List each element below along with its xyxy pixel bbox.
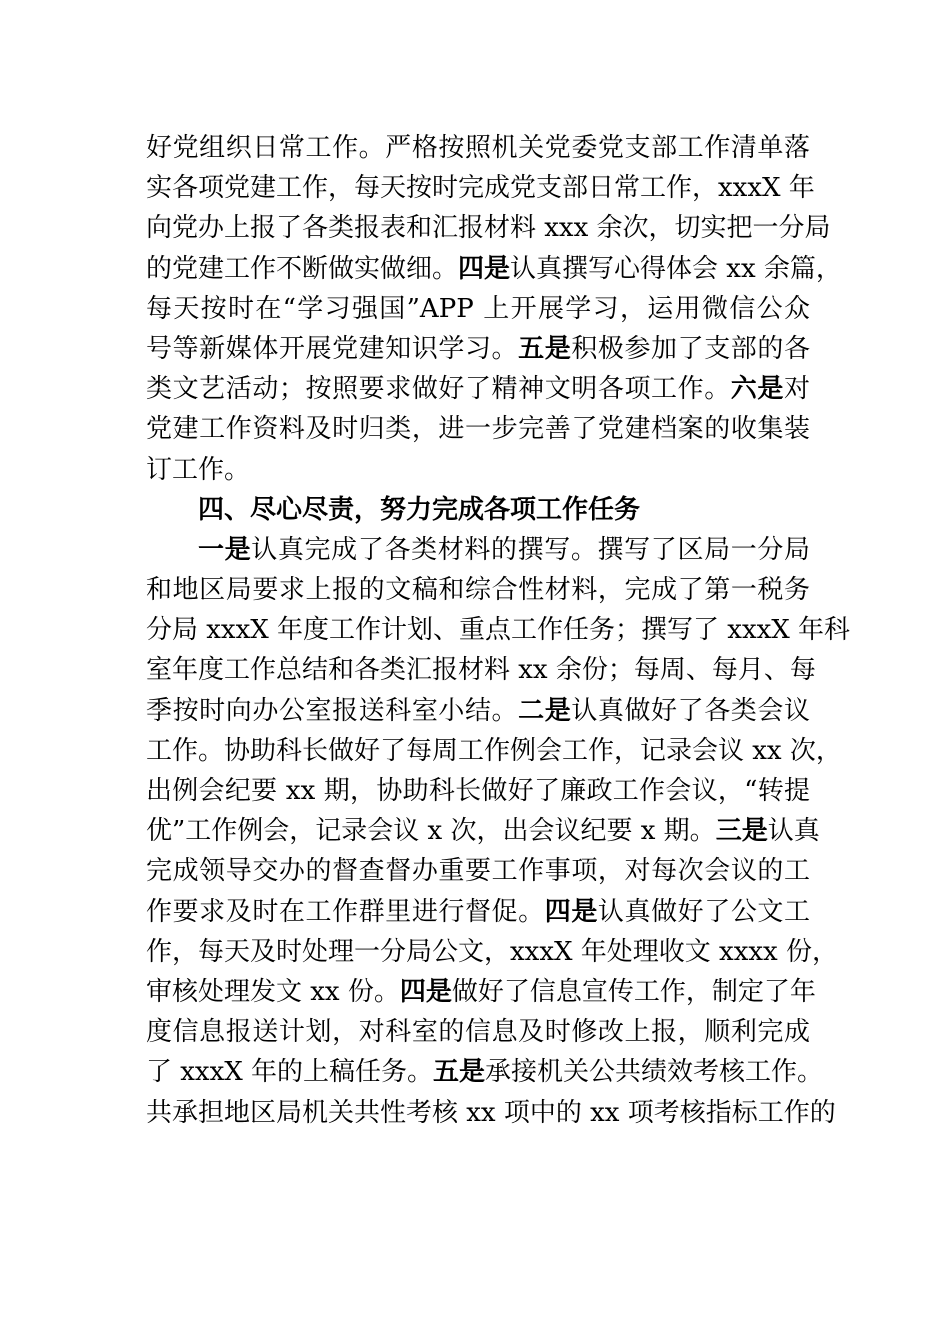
text-run: 认真 [767, 816, 820, 847]
text-line [146, 329, 810, 369]
text-run: 认真做好了各类会议 [571, 695, 810, 726]
paragraph [146, 530, 851, 1133]
text-run: 类文艺活动；按照要求做好了精神文明各项工作。 [146, 374, 731, 405]
section-heading: 四、尽心尽责，努力完成各项工作任务 [198, 494, 641, 525]
text-line [146, 1052, 824, 1092]
text-line: 完成领导交办的督查督办重要工作事项，对每次会议的工 [146, 856, 810, 887]
text-line: 实各项党建工作，每天按时完成党支部日常工作，xxxX 年 [146, 173, 815, 204]
text-line: 工作。协助科长做好了每周工作例会工作，记录会议 xx 次， [146, 735, 842, 766]
document-page [146, 128, 851, 1133]
text-line: 作，每天及时处理一分局公文，xxxX 年处理收文 xxxx 份， [146, 936, 838, 967]
text-line: 共承担地区局机关共性考核 xx 项中的 xx 项考核指标工作的 [146, 1097, 836, 1128]
text-line: 向党办上报了各类报表和汇报材料 xxx 余次，切实把一分局 [146, 213, 831, 244]
text-run: 季按时向办公室报送科室小结。 [146, 695, 519, 726]
text-run: 认真撰写心得体会 xx 余篇， [510, 253, 842, 284]
text-line: 订工作。 [146, 454, 251, 485]
bold-run: 四是 [458, 253, 511, 284]
text-line: 度信息报送计划，对科室的信息及时修改上报，顺利完成 [146, 1017, 810, 1048]
text-line: 分局 xxxX 年度工作计划、重点工作任务；撰写了 xxxX 年科 [146, 615, 851, 646]
text-run: 认真完成了各类材料的撰写。撰写了区局一分局 [251, 534, 810, 565]
text-line [146, 892, 810, 932]
text-run: 的党建工作不断做实做细。 [146, 253, 459, 284]
text-run: 作要求及时在工作群里进行督促。 [146, 896, 545, 927]
text-run: 积极参加了支部的各 [571, 333, 810, 364]
text-line: 好党组织日常工作。严格按照机关党委党支部工作清单落 [146, 133, 810, 163]
bold-run: 一是 [198, 534, 252, 565]
text-run: 号等新媒体开展党建知识学习。 [146, 333, 519, 364]
paragraph [146, 128, 842, 490]
text-line: 出例会纪要 xx 期，协助科长做好了廉政工作会议，“转提 [146, 776, 810, 806]
bold-run: 三是 [715, 816, 768, 847]
text-line: 每天按时在“学习强国”APP 上开展学习，运用微信公众 [146, 293, 810, 324]
text-line [146, 530, 810, 570]
text-run: 对 [783, 374, 810, 405]
text-run: 做好了信息宣传工作，制定了年 [451, 976, 816, 1007]
text-line: 党建工作资料及时归类，进一步完善了党建档案的收集装 [146, 414, 810, 445]
text-line [146, 972, 816, 1012]
text-line: 和地区局要求上报的文稿和综合性材料，完成了第一税务 [146, 575, 810, 606]
bold-run: 五是 [433, 1057, 486, 1088]
text-line [146, 811, 820, 851]
bold-run: 六是 [730, 374, 784, 405]
text-run: 审核处理发文 xx 份。 [146, 976, 400, 1007]
text-line [146, 369, 810, 409]
bold-run: 二是 [518, 695, 572, 726]
text-run: 承接机关公共绩效考核工作。 [485, 1057, 824, 1088]
bold-run: 四是 [399, 976, 452, 1007]
text-run: 认真做好了公文工 [597, 896, 810, 927]
bold-run: 五是 [518, 333, 572, 364]
text-run: 了 xxxX 年的上稿任务。 [146, 1057, 434, 1088]
text-line [146, 691, 810, 731]
text-line [146, 249, 842, 289]
text-line: 室年度工作总结和各类汇报材料 xx 余份；每周、每月、每 [146, 655, 816, 686]
bold-run: 四是 [544, 896, 598, 927]
text-run: 优”工作例会，记录会议 x 次，出会议纪要 x 期。 [146, 816, 716, 847]
